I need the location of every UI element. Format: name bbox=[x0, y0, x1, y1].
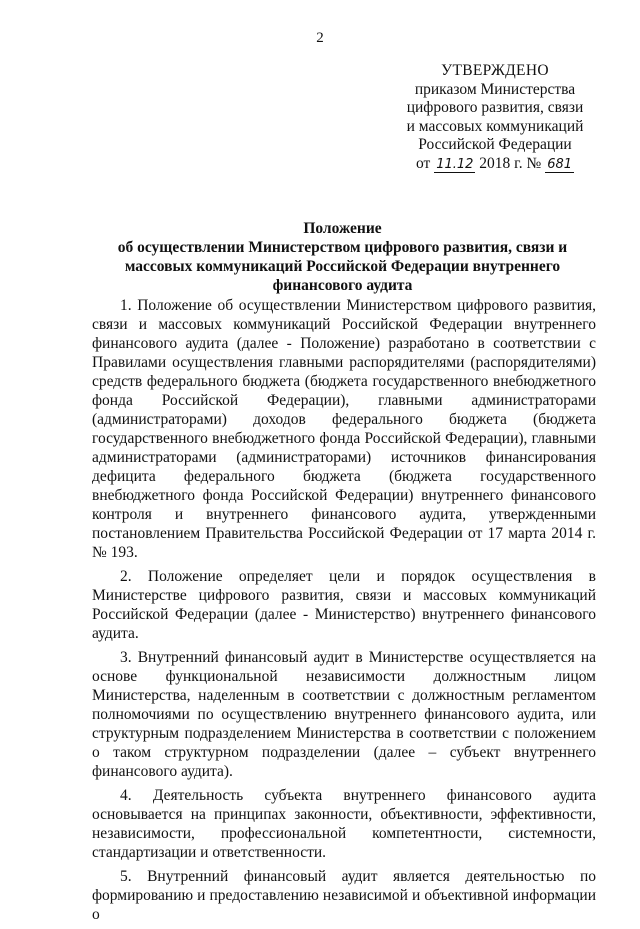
title-line: Положение bbox=[303, 220, 382, 237]
paragraph-1: 1. Положение об осуществлении Министерством цифрового развития, связи и массовых коммуникаций Российской Федерации внутреннего финансового аудита (далее - Положение) разработано в соответствии с Правилами осуществления главными распорядителями (распорядителями) средств федерального бюджета (бюджета государственного внебюджетного фонда Российской Федерации), главными администраторами (администраторами) доходов федерального бюджета (бюджета государственного внебюджетного фонда Российской Федерации), главными администраторами (администраторами) источников финансирования дефицита федерального бюджета (бюджета государственного внебюджетного фонда Российской Федерации) внутреннего финансового контроля и внутреннего финансового аудита, утвержденными постановлением Правительства Российской Федерации от 17 марта 2014 г. № 193. bbox=[92, 297, 596, 561]
title-line: массовых коммуникаций Российской Федерации внутреннего bbox=[124, 258, 561, 275]
document-title bbox=[90, 219, 595, 295]
approval-line: и массовых коммуникаций bbox=[406, 117, 584, 135]
title-line: финансового аудита bbox=[272, 277, 413, 294]
approval-line: цифрового развития, связи bbox=[406, 99, 584, 116]
approval-date-line bbox=[395, 155, 595, 174]
approval-stamp-block bbox=[395, 62, 595, 173]
date-prefix: от bbox=[415, 154, 431, 172]
page-number: 2 bbox=[316, 30, 324, 46]
title-line: об осуществлении Министерством цифрового развития, связи и bbox=[117, 239, 568, 256]
handwritten-date: 11.12 bbox=[436, 156, 474, 172]
paragraph-4: 4. Деятельность субъекта внутреннего финансового аудита основывается на принципах законности, объективности, эффективности, независимости, профессиональной компетентности, системности, стандартизации и ответственности. bbox=[92, 787, 596, 861]
document-body bbox=[92, 296, 596, 929]
approval-heading: УТВЕРЖДЕНО bbox=[441, 62, 549, 79]
approval-line: приказом Министерства bbox=[414, 80, 576, 98]
paragraph-5: 5. Внутренний финансовый аудит является деятельностью по формированию и предоставлению независимой и объективной информации о bbox=[92, 868, 596, 923]
paragraph-2: 2. Положение определяет цели и порядок осуществления в Министерстве цифрового развития, связи и массовых коммуникаций Российской Федерации (далее - Министерство) внутреннего финансового аудита. bbox=[92, 568, 596, 642]
handwritten-order-number: 681 bbox=[547, 156, 573, 172]
paragraph-3: 3. Внутренний финансовый аудит в Министерстве осуществляется на основе функциональной независимости должностным лицом Министерства, наделенным в соответствии с должностным регламентом полномочиями по осуществлению внутреннего финансового аудита, или структурным подразделением Министерства в соответствии с положением о таком структурном подразделении (далее – субъект внутреннего финансового аудита). bbox=[92, 649, 596, 780]
date-year: 2018 г. № bbox=[479, 154, 542, 172]
approval-line: Российской Федерации bbox=[418, 136, 572, 153]
